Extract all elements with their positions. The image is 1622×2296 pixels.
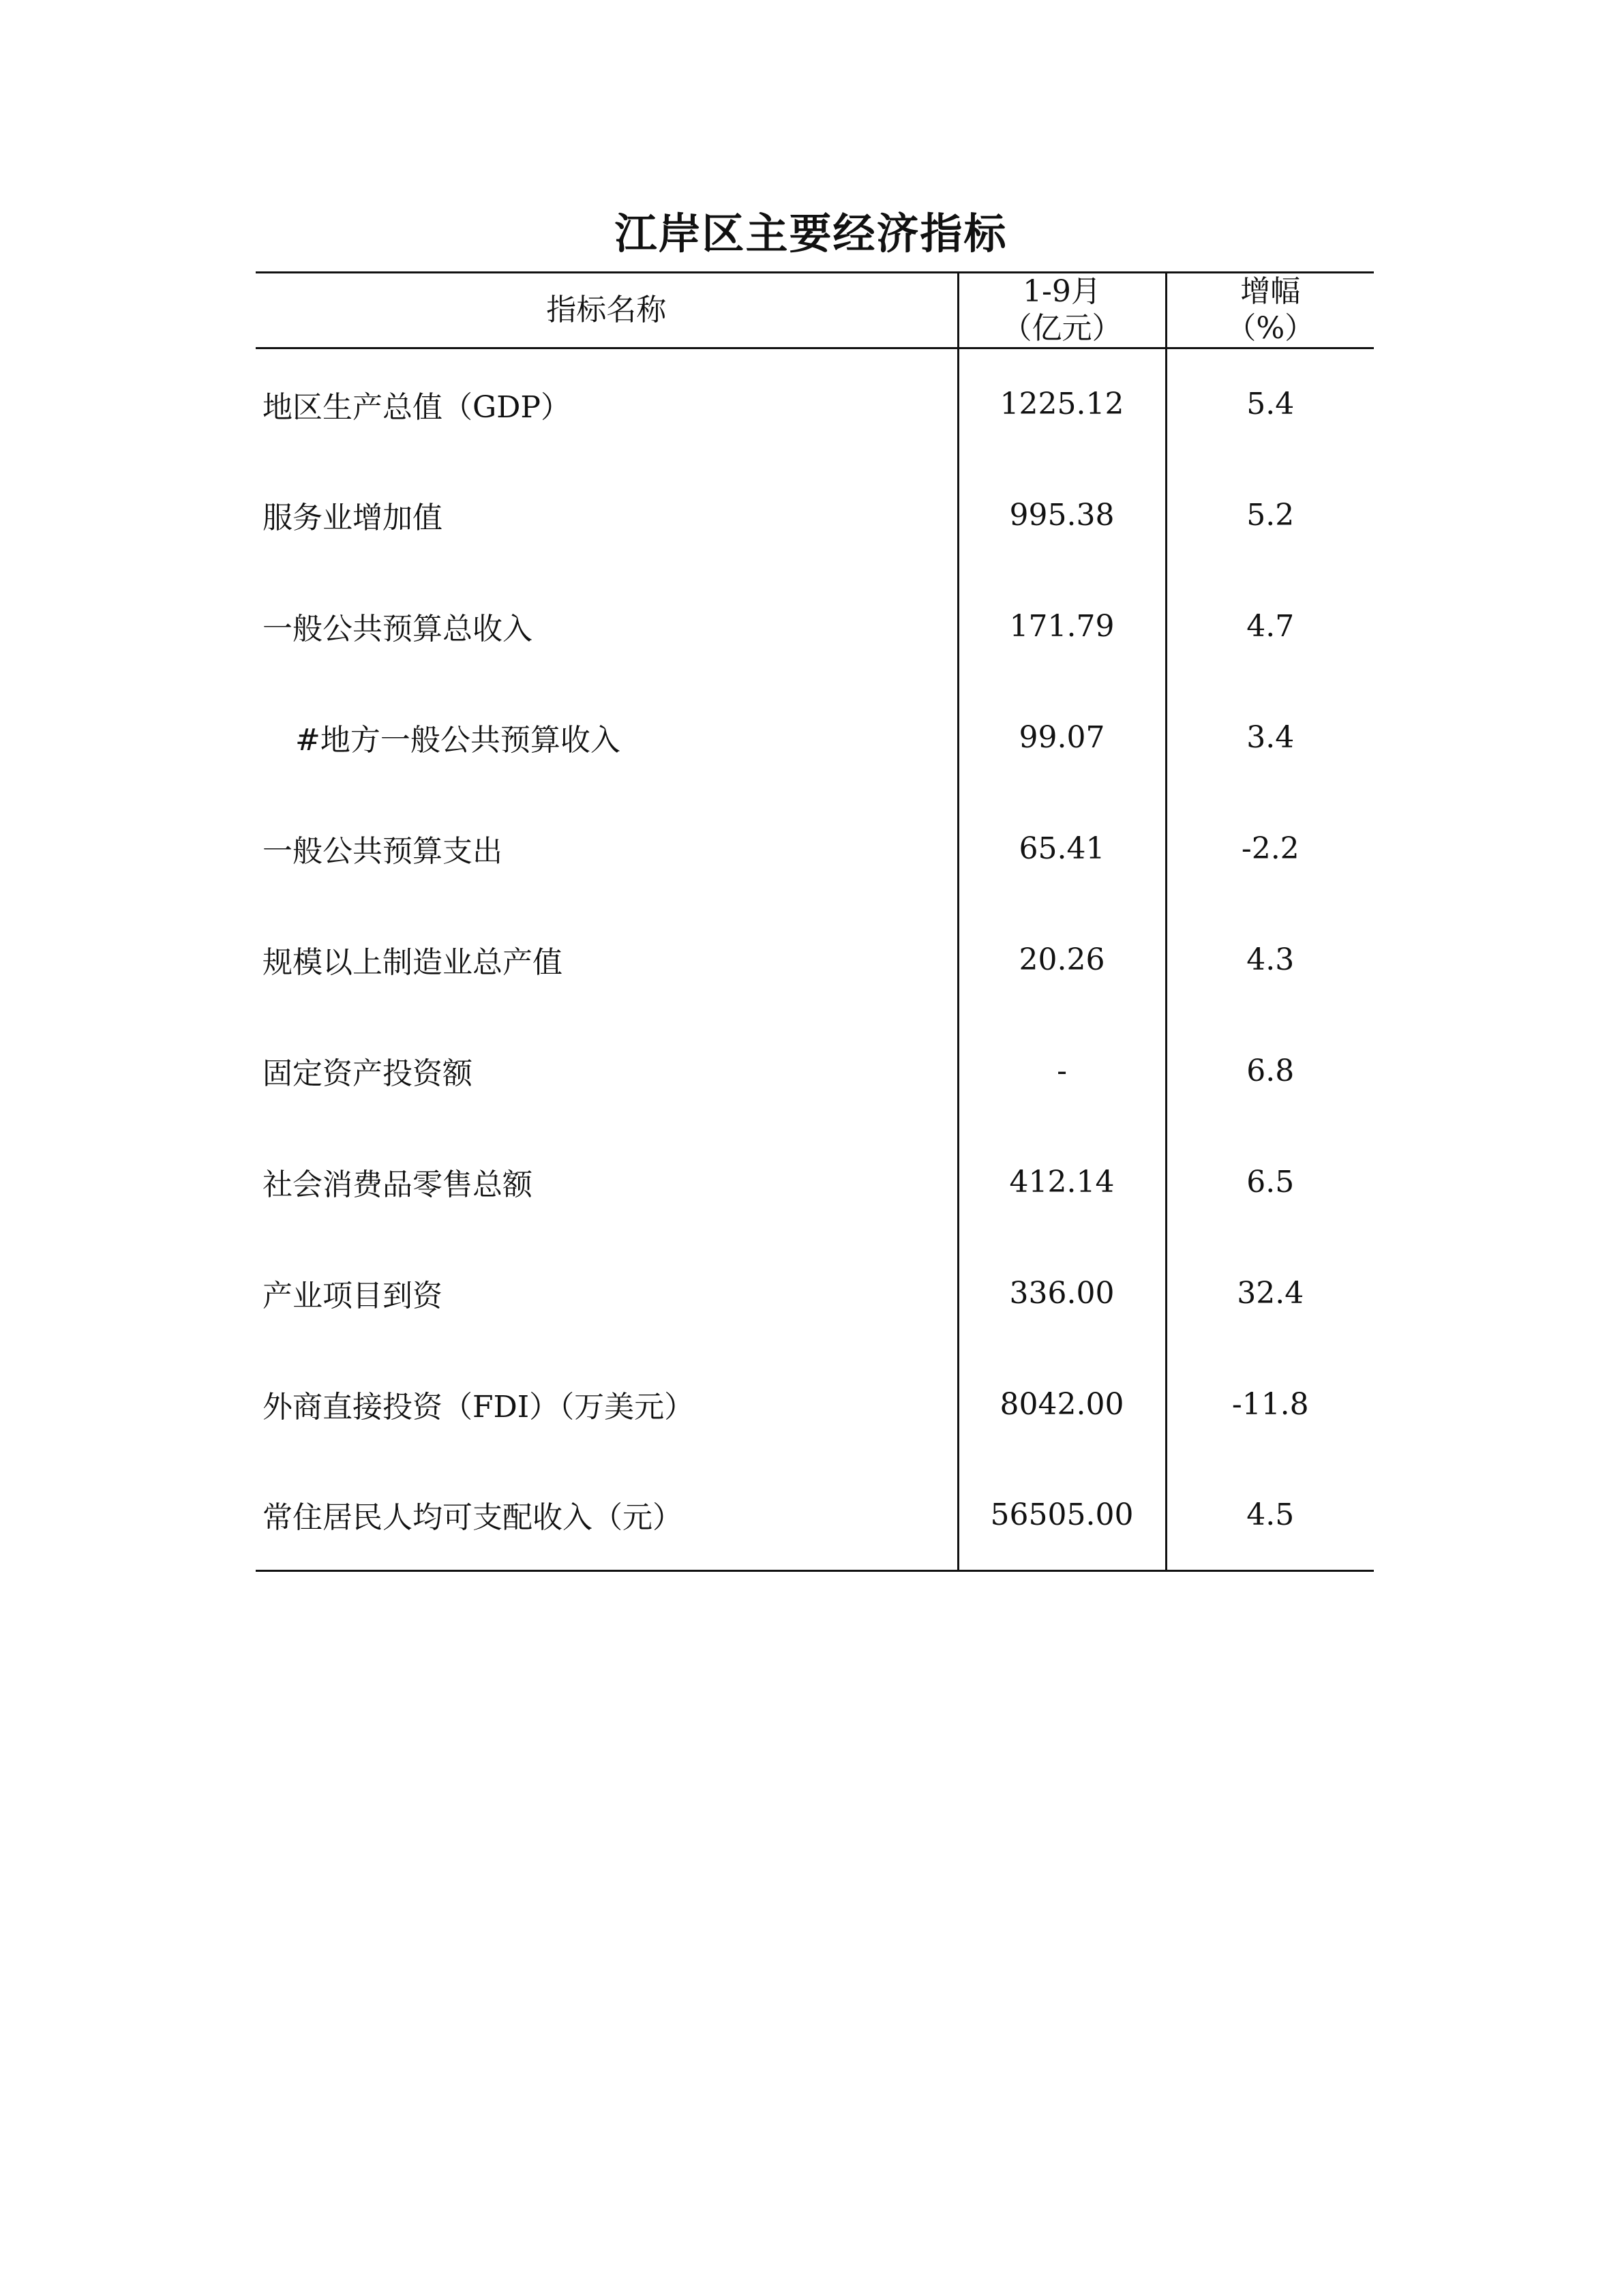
row-name: 一般公共预算支出 [262,834,502,869]
row-value: 171.79 [958,571,1166,682]
row-growth: 6.5 [1166,1127,1374,1238]
table-row [256,682,1374,793]
row-name: 外商直接投资（FDI）（万美元） [262,1390,695,1425]
row-growth: 32.4 [1166,1238,1374,1349]
row-growth: -11.8 [1166,1349,1374,1460]
table-row [256,1460,1374,1571]
header-value-period: 1-9月 [1023,274,1101,309]
row-name: 服务业增加值 [262,501,442,535]
row-value: 8042.00 [958,1349,1166,1460]
header-indicator-name-label: 指标名称 [546,293,667,327]
header-growth-label: 增幅 [1240,274,1301,309]
header-growth [1166,273,1374,348]
row-value: 65.41 [958,793,1166,904]
header-value-unit: （亿元） [1002,311,1122,346]
row-value: 336.00 [958,1238,1166,1349]
row-name: 地区生产总值（GDP） [262,389,571,425]
table-row [256,904,1374,1015]
row-value: 56505.00 [958,1460,1166,1571]
row-value: 1225.12 [958,348,1166,460]
row-growth: -2.2 [1166,793,1374,904]
indicators-table [256,271,1374,1572]
row-value: 99.07 [958,682,1166,793]
page-title: 江岸区主要经济指标 [614,209,1008,258]
table-row [256,1238,1374,1349]
header-value [958,273,1166,348]
table-row [256,1127,1374,1238]
table-header-row [256,273,1374,348]
row-name: 社会消费品零售总额 [262,1167,532,1202]
header-indicator-name [256,273,958,348]
row-name: 一般公共预算总收入 [262,612,532,646]
row-name: #地方一般公共预算收入 [295,723,620,758]
row-growth: 6.8 [1166,1015,1374,1127]
row-growth: 4.7 [1166,571,1374,682]
row-name: 常住居民人均可支配收入（元） [256,1460,958,1571]
row-value: - [958,1015,1166,1127]
table-row [256,1349,1374,1460]
row-growth: 5.4 [1166,348,1374,460]
table-row [256,571,1374,682]
row-growth: 4.5 [1166,1460,1374,1571]
row-growth: 4.3 [1166,904,1374,1015]
row-value: 20.26 [958,904,1166,1015]
row-value: 995.38 [958,460,1166,571]
row-growth: 3.4 [1166,682,1374,793]
table-row [256,460,1374,571]
table-row [256,348,1374,460]
table-row [256,793,1374,904]
row-growth: 5.2 [1166,460,1374,571]
row-name: 固定资产投资额 [262,1056,472,1091]
row-name: 产业项目到资 [262,1279,442,1313]
header-growth-unit: （%） [1226,311,1315,346]
row-value: 412.14 [958,1127,1166,1238]
row-name: 规模以上制造业总产值 [262,945,562,980]
table-row [256,1015,1374,1127]
